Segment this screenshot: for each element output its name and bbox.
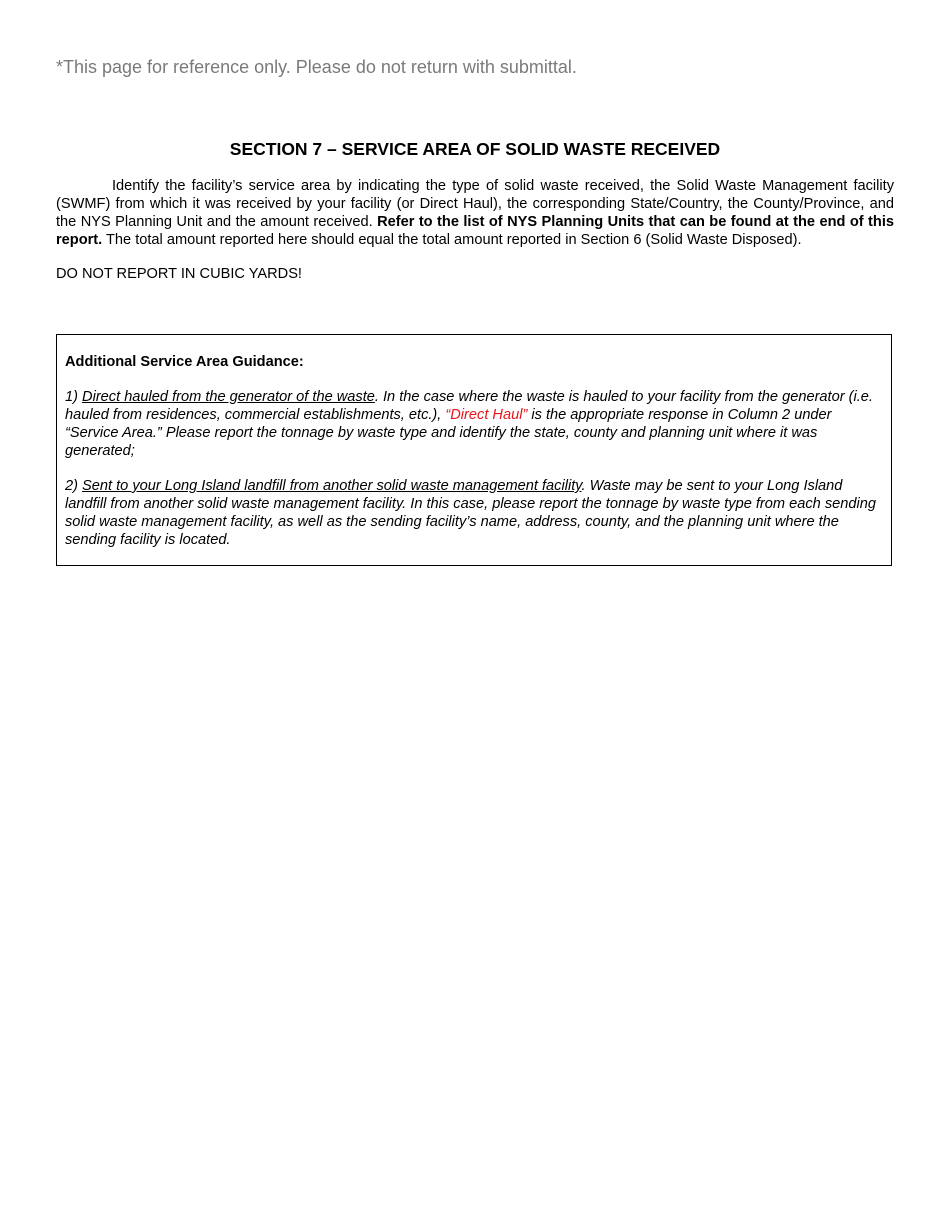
item-heading: Sent to your Long Island landfill from another solid waste management facility [82, 478, 582, 494]
section-title: SECTION 7 – SERVICE AREA OF SOLID WASTE RECEIVED [229, 139, 721, 159]
item-heading: Direct hauled from the generator of the waste [82, 389, 375, 405]
reference-note: *This page for reference only. Please do not return with submittal. [56, 57, 577, 77]
guidance-title: Additional Service Area Guidance: [65, 354, 304, 370]
item-number: 2) [65, 478, 83, 494]
item-text: is the appropriate response in Column 2 under “Service Area.” Please report the tonnage by waste type and identify the state, county and planning unit where it was generated; [65, 407, 832, 459]
item-text: . In the case where the waste is hauled to your facility from the generator (i.e. hauled from residences, commercial establishments, etc.), [65, 389, 873, 423]
intro-paragraph [56, 177, 894, 249]
guidance-item-facility-transfer [65, 477, 887, 549]
guidance-item-direct-haul [65, 388, 887, 460]
item-number: 1) [65, 389, 83, 405]
item-text: . Waste may be sent to your Long Island landfill from another solid waste management facility. In this case, please report the tonnage by waste type from each sending solid waste management facility, as well as the sending facility’s name, address, county, and the planning unit where the sending facility is located. [65, 478, 876, 548]
guidance-box [56, 334, 892, 566]
intro-text-part2: The total amount reported here should equal the total amount reported in Section 6 (Solid Waste Disposed). [102, 232, 802, 248]
cubic-yards-warning: DO NOT REPORT IN CUBIC YARDS! [56, 266, 302, 282]
direct-haul-highlight: “Direct Haul” [445, 407, 528, 423]
intro-text-part1: Identify the facility’s service area by indicating the type of solid waste received, the Solid Waste Management facility (SWMF) from which it was received by your facility (or Direct Haul), the corresponding State/Country, the County/Province, and the NYS Planning Unit and the amount received. [56, 178, 894, 230]
intro-bold-note: Refer to the list of NYS Planning Units that can be found at the end of this report. [56, 214, 894, 248]
